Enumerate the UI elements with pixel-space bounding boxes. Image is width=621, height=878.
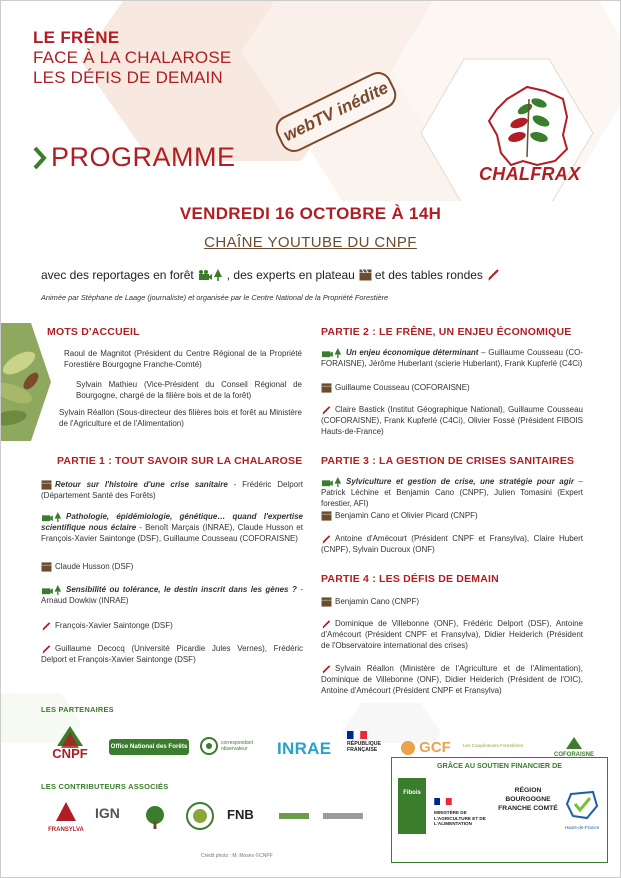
pencil-icon — [41, 644, 52, 654]
contributor-logo-6 — [279, 813, 309, 819]
pencil-icon — [321, 405, 332, 415]
accueil-item-1: Raoul de Magnitot (Président du Centre Régional de la Propriété Forestière Bourgogne Franche-Comté) — [64, 349, 302, 369]
field-report-icon — [321, 348, 343, 358]
event-title — [33, 28, 231, 88]
round-seal-icon — [185, 801, 215, 831]
accueil-item-2: Sylvain Mathieu (Vice-Président du Conseil Régional de Bourgogne, chargé de la filière bois et de la forêt) — [76, 380, 302, 400]
programme-label: PROGRAMME — [51, 142, 236, 172]
field-report-icon — [321, 477, 343, 487]
pencil-icon — [321, 534, 332, 544]
chalfrax-logo-text: CHALFRAX — [479, 164, 581, 184]
partie4-heading: PARTIE 4 : LES DÉFIS DE DEMAIN — [321, 573, 499, 585]
ash-leaves-photo — [1, 323, 51, 441]
contributor-logo-4 — [185, 801, 215, 833]
hauts-de-france-map-icon — [565, 790, 599, 820]
partie2-heading: PARTIE 2 : LE FRÊNE, UN ENJEU ÉCONOMIQUE — [321, 326, 572, 338]
contributor-logo-3 — [141, 803, 169, 833]
partie1-item-2: Pathologie, épidémiologie, génétique… quand l'expertise scientifique nous éclaire - Benoît Marçais (INRAE), Claude Husson et François-Xavier Saintonge (DSF), Guillaume Cousseau (COFORAISNE) — [41, 512, 303, 543]
partie2-heading-wrap — [321, 327, 601, 338]
contributeurs-heading: LES CONTRIBUTEURS ASSOCIÉS — [41, 782, 169, 791]
partie3-item-3: Antoine d'Amécourt (Président CNPF et Fransylva), Claire Hubert (CNPF), Sylvain Ducroux (ONF) — [321, 534, 583, 554]
partie2-item-2: Guillaume Cousseau (COFORAISNE) — [321, 382, 583, 393]
pencil-icon — [321, 619, 332, 629]
ign-logo: IGN — [95, 805, 120, 821]
partie1-item-3: Claude Husson (DSF) — [41, 561, 303, 572]
inrae-logo: INRAE — [277, 739, 332, 758]
intro-text-b: , des experts en plateau — [226, 268, 355, 282]
partie4-item-2: Dominique de Villebonne (ONF), Frédéric Delport (DSF), Antoine d'Amécourt (Président CNPF et Fransylva), Didier Heiderich (Président de l'Observatoire international des crises) — [321, 619, 583, 650]
ministere-logo: MINISTÈRE DE L'AGRICULTURE ET DE L'ALIMENTATION — [434, 792, 490, 827]
partie3-item-2: Benjamin Cano et Olivier Picard (CNPF) — [321, 510, 583, 521]
partie3-heading: PARTIE 3 : LA GESTION DE CRISES SANITAIRES — [321, 455, 575, 467]
ucff-logo: Les Coopératives Forestières — [463, 743, 524, 748]
clapperboard-icon — [41, 562, 52, 572]
partie4-item-1: Benjamin Cano (CNPF) — [321, 596, 583, 607]
fnb-logo: FNB — [227, 807, 254, 822]
gcf-circle-icon — [401, 741, 415, 755]
mots-accueil-section — [47, 327, 305, 338]
french-flag-icon — [434, 798, 452, 805]
dsf-circle-icon — [199, 736, 219, 756]
pencil-icon — [41, 621, 52, 631]
pencil-icon — [321, 664, 332, 674]
partie1-item-4: Sensibilité ou tolérance, le destin inscrit dans les gènes ? - Arnaud Dowkiw (INRAE) — [41, 585, 303, 605]
photo-credit: Crédit photo : M. Mosès ©CNPF — [201, 853, 273, 859]
gcf-logo: GCF — [401, 739, 451, 756]
clapperboard-icon — [41, 480, 52, 490]
intro-line — [41, 268, 502, 282]
title-line-1: LE FRÊNE — [33, 28, 120, 47]
soutien-heading: GRÂCE AU SOUTIEN FINANCIER DE — [436, 761, 563, 770]
onf-logo: Office National des Forêts — [109, 739, 189, 755]
dsf-logo: correspondant observateur — [199, 736, 269, 758]
cnpf-logo: CNPF — [45, 724, 95, 766]
contributor-logo-7 — [323, 813, 363, 819]
coforaisne-logo: COFORAISNE — [549, 736, 599, 758]
animated-by-text: Animée par Stéphane de Laage (journaliste) et organisée par le Centre National de la Propriété Forestière — [41, 293, 389, 302]
partie3-heading-wrap — [321, 456, 601, 467]
title-line-3: LES DÉFIS DE DEMAIN — [33, 68, 223, 87]
coforaisne-tree-icon — [562, 736, 586, 750]
clapperboard-icon — [359, 269, 372, 281]
partie1-heading: PARTIE 1 : TOUT SAVOIR SUR LA CHALAROSE — [57, 455, 303, 467]
hauts-de-france-logo: Hauts-de-France — [562, 790, 602, 830]
fransylva-logo: FRANSYLVA — [45, 801, 87, 833]
intro-text-a: avec des reportages en forêt — [41, 268, 194, 282]
partie2-item-1: Un enjeu économique déterminant – Guillaume Cousseau (CO-FORAISNE), Jérôme Huberlant (scierie Huberlant), Frank Kupferlé (C4Ci) — [321, 348, 583, 368]
fransylva-tree-icon — [52, 801, 80, 825]
partie1-heading-wrap — [57, 456, 307, 467]
region-bfc-logo: RÉGION BOURGOGNE FRANCHE COMTÉ — [498, 787, 558, 812]
pencil-icon — [487, 269, 499, 281]
republique-francaise-logo: RÉPUBLIQUE FRANÇAISE — [347, 731, 395, 753]
partie4-heading-wrap — [321, 574, 601, 585]
mots-accueil-heading: MOTS D'ACCUEIL — [47, 326, 140, 338]
partie1-item-5: François-Xavier Saintonge (DSF) — [41, 620, 303, 631]
partie1-item-6: Guillaume Decocq (Université Picardie Jules Vernes), Frédéric Delport et François-Xavier Saintonge (DSF) — [41, 644, 303, 664]
clapperboard-icon — [321, 383, 332, 393]
partie4-item-3: Sylvain Réallon (Ministère de l'Agriculture et de l'Alimentation), Dominique de Villebonne (ONF), Didier Heiderich (Président de l'OIC), Antoine d'Amécourt (Président CNPF et Fransylva) — [321, 664, 583, 695]
title-line-2: FACE À LA CHALAROSE — [33, 48, 232, 67]
partie3-item-1: Sylviculture et gestion de crise, une stratégie pour agir – Patrick Léchine et Benjamin Cano (CNPF), Julien Tomasini (Expert forestier, AFI) — [321, 477, 583, 508]
fibois-logo: Fibois — [398, 778, 426, 834]
french-flag-icon — [347, 731, 367, 739]
partie1-item-1: Retour sur l'histoire d'une crise sanitaire - Frédéric Delport (Département Santé des Forêts) — [41, 480, 303, 500]
partenaires-heading: LES PARTENAIRES — [41, 705, 114, 714]
intro-text-c: et des tables rondes — [374, 268, 483, 282]
field-report-icon — [41, 585, 63, 595]
webtv-badge: webTV inédite — [271, 67, 401, 156]
soutien-financier-box — [391, 757, 608, 863]
partie2-item-3: Claire Bastick (Institut Géographique National), Guillaume Cousseau (COFORAISNE), Frank Kupferlé (C4Ci), Olivier Fossé (Président FIBOIS Hauts-de-France) — [321, 405, 583, 436]
clapperboard-icon — [321, 597, 332, 607]
event-date: VENDREDI 16 OCTOBRE À 14H — [179, 204, 442, 223]
accueil-item-3: Sylvain Réallon (Sous-directeur des filières bois et forêt au Ministère de l'Agriculture et de l'Alimentation) — [59, 408, 302, 428]
clapperboard-icon — [321, 511, 332, 521]
tree-emblem-icon — [141, 803, 169, 831]
field-report-icon — [41, 512, 63, 522]
youtube-channel-link[interactable]: CHAÎNE YOUTUBE DU CNPF — [204, 234, 417, 251]
field-report-icon — [198, 269, 224, 281]
programme-heading — [33, 142, 236, 173]
chevron-right-icon — [33, 144, 47, 172]
